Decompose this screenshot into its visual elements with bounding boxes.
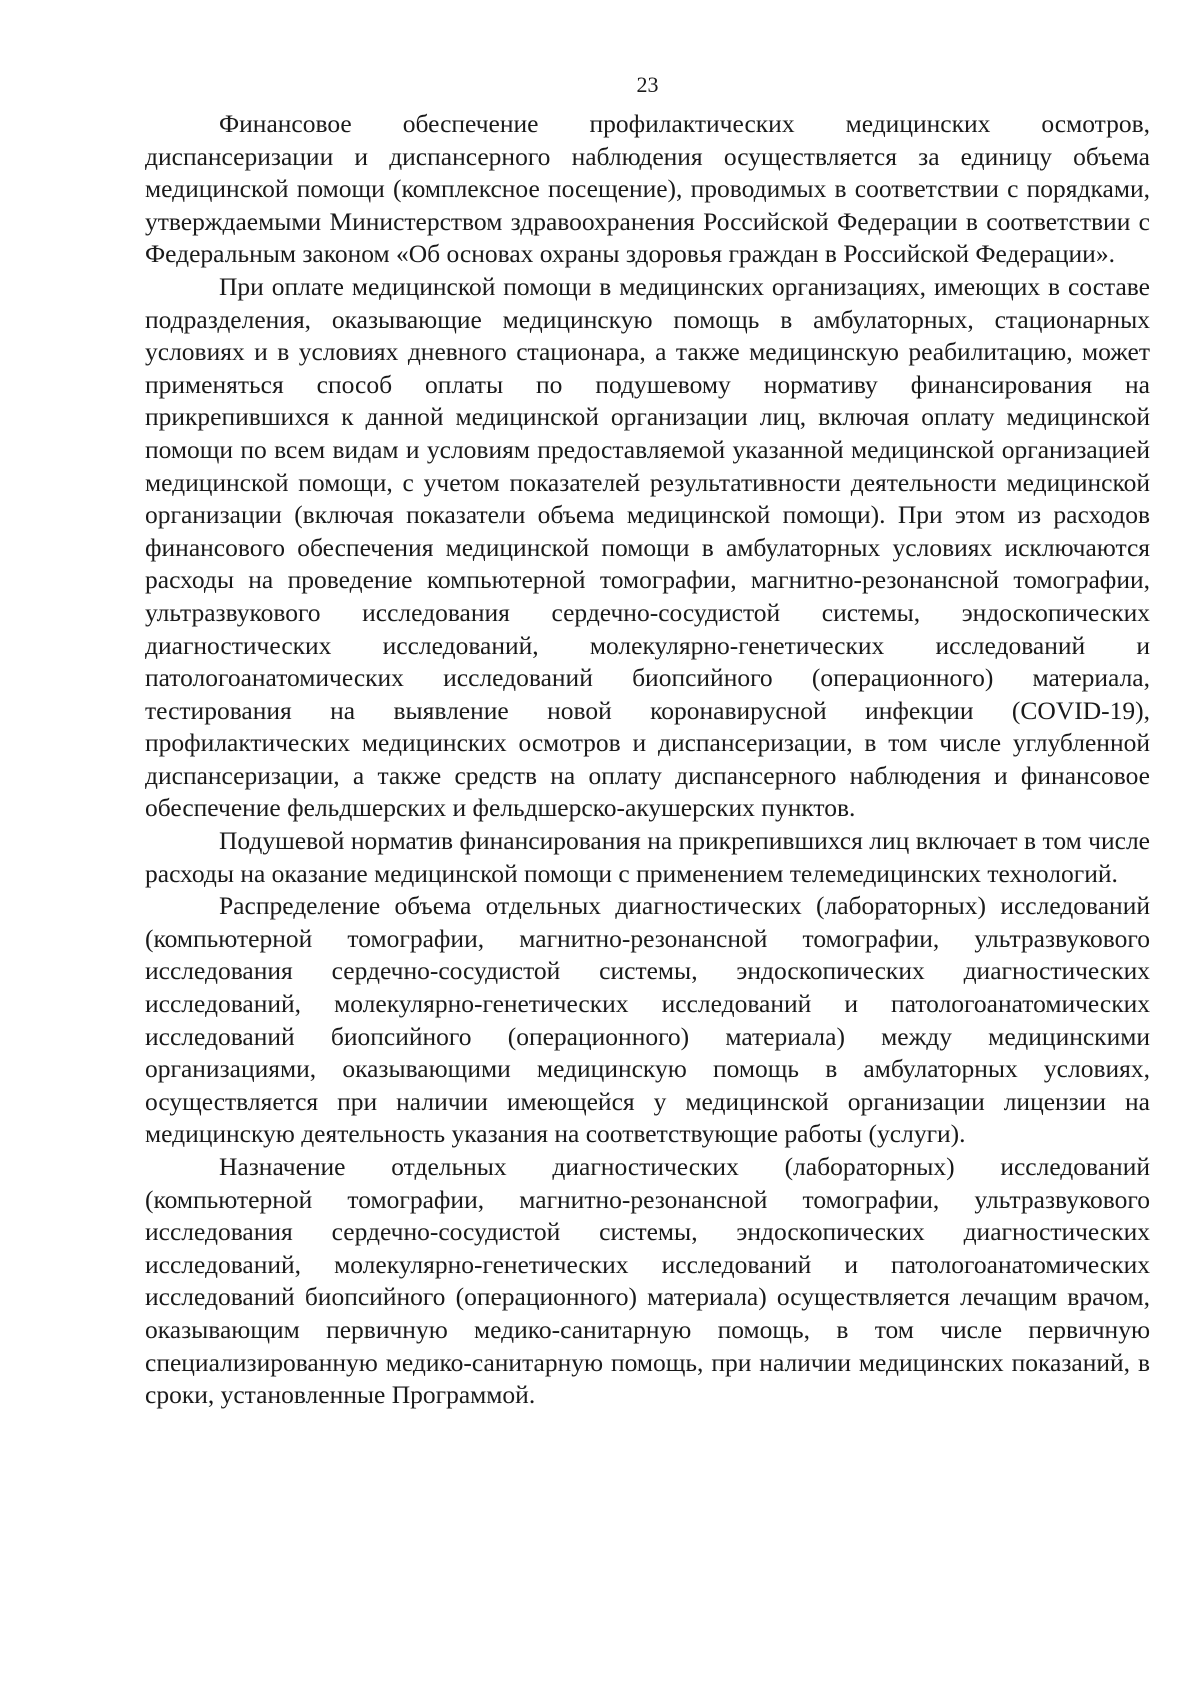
paragraph-diagnostics-distribution: Распределение объема отдельных диагностических (лабораторных) исследований (компьютерной томографии, магнитно-резонансной томографии, ультразвукового исследования сердечно-сосудистой системы, эндоскопических диагностических исследований, молекулярно-генетических исследований и патологоанатомических исследований биопсийного (операционного) материала) между медицинскими организациями, оказывающими медицинскую помощь в амбулаторных условиях, осуществляется при наличии имеющейся у медицинской организации лицензии на медицинскую деятельность указания на соответствующие работы (услуги). — [145, 891, 1150, 1149]
paragraph-capitation-payment: При оплате медицинской помощи в медицинских организациях, имеющих в составе подразделения, оказывающие медицинскую помощь в амбулаторных, стационарных условиях и в условиях дневного стационара, а также медицинскую реабилитацию, может применяться способ оплаты по подушевому нормативу финансирования на прикрепившихся к данной медицинской организации лиц, включая оплату медицинской помощи по всем видам и условиям предоставляемой указанной медицинской организацией медицинской помощи, с учетом показателей результативности деятельности медицинской организации (включая показатели объема медицинской помощи). При этом из расходов финансового обеспечения медицинской помощи в амбулаторных условиях исключаются расходы на проведение компьютерной томографии, магнитно-резонансной томографии, ультразвукового исследования сердечно-сосудистой системы, эндоскопических диагностических исследований, молекулярно-генетических исследований и патологоанатомических исследований биопсийного (операционного) материала, тестирования на выявление новой коронавирусной инфекции (COVID-19), профилактических медицинских осмотров и диспансеризации, в том числе углубленной диспансеризации, а также средств на оплату диспансерного наблюдения и финансовое обеспечение фельдшерских и фельдшерско-акушерских пунктов. — [145, 271, 1150, 823]
paragraph-telemedicine: Подушевой норматив финансирования на прикрепившихся лиц включает в том числе расходы на оказание медицинской помощи с применением телемедицинских технологий. — [145, 826, 1150, 888]
document-page — [145, 72, 1150, 1412]
page-number: 23 — [636, 72, 659, 97]
paragraph-diagnostics-assignment: Назначение отдельных диагностических (лабораторных) исследований (компьютерной томографии, магнитно-резонансной томографии, ультразвукового исследования сердечно-сосудистой системы, эндоскопических диагностических исследований, молекулярно-генетических исследований и патологоанатомических исследований биопсийного (операционного) материала) осуществляется лечащим врачом, оказывающим первичную медико-санитарную помощь, в том числе первичную специализированную медико-санитарную помощь, при наличии медицинских показаний, в сроки, установленные Программой. — [145, 1152, 1150, 1410]
paragraph-financing-checkups: Финансовое обеспечение профилактических медицинских осмотров, диспансеризации и диспансерного наблюдения осуществляется за единицу объема медицинской помощи (комплексное посещение), проводимых в соответствии с порядками, утверждаемыми Министерством здравоохранения Российской Федерации в соответствии с Федеральным законом «Об основах охраны здоровья граждан в Российской Федерации». — [145, 109, 1150, 269]
